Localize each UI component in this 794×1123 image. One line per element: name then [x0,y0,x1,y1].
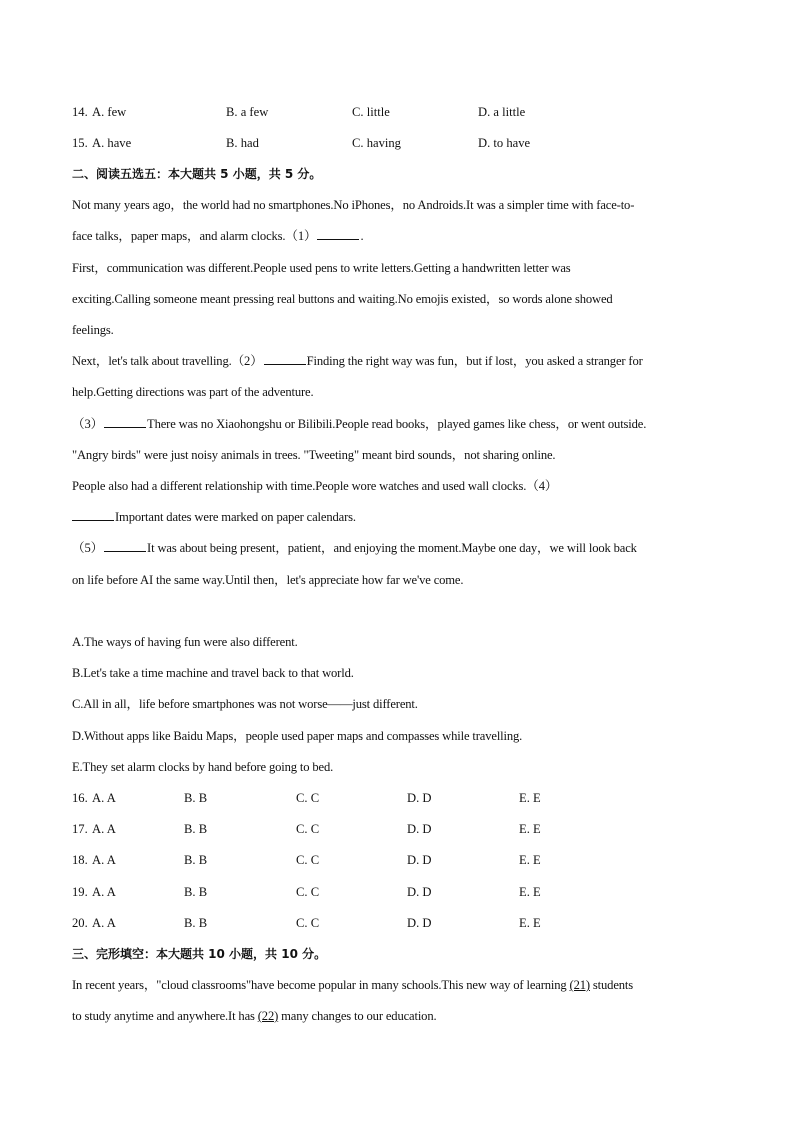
option-c: C. C [296,853,320,867]
option-d: D. D [407,822,432,836]
question-number: 16. [72,791,88,805]
passage-text: There was no Xiaohongshu or Bilibili.People read books，played games like chess，or went outside. [147,417,647,431]
passage-line: "Angry birds" were just noisy animals in trees. "Tweeting" meant bird sounds，not sharing online. [72,448,556,462]
option-d: D. D [407,791,432,805]
question-number: 19. [72,885,88,899]
option-d: D. to have [478,136,531,150]
blank-3 [104,414,146,428]
passage-text: Next，let's talk about travelling.（2） [72,354,263,368]
question-number: 17. [72,822,88,836]
passage-line: on life before AI the same way.Until then，let's appreciate how far we've come. [72,573,464,587]
section-2-heading: 二、阅读五选五：本大题共 5 小题，共 5 分。 [72,167,322,181]
cloze-blank-21: (21) [569,978,590,992]
question-number: 15. [72,136,88,150]
passage-text: face talks，paper maps，and alarm clocks.（1） [72,229,317,243]
choice-b: B.Let's take a time machine and travel back to that world. [72,666,354,680]
passage-line: exciting.Calling someone meant pressing real buttons and waiting.No emojis existed，so words alone showed [72,292,613,306]
option-e: E. E [519,916,541,930]
option-a: A. few [92,105,127,119]
cloze-text: many changes to our education. [278,1009,437,1023]
option-a: A. A [92,916,116,930]
option-e: E. E [519,853,541,867]
option-a: A. A [92,885,116,899]
passage-text: （5） [72,541,104,555]
option-c: C. C [296,916,320,930]
option-b: B. had [226,136,259,150]
choice-c: C.All in all，life before smartphones was not worse——just different. [72,697,418,711]
blank-2 [264,351,306,365]
blank-1 [317,226,359,240]
passage-line: help.Getting directions was part of the adventure. [72,385,314,399]
option-d: D. D [407,916,432,930]
passage-text: （3） [72,417,104,431]
question-18 [72,850,722,870]
choice-a: A.The ways of having fun were also different. [72,635,298,649]
option-b: B. B [184,853,208,867]
passage-text: It was about being present，patient，and enjoying the moment.Maybe one day，we will look back [147,541,637,555]
option-a: A. A [92,822,116,836]
cloze-line [72,1006,722,1026]
option-b: B. a few [226,105,269,119]
option-a: A. A [92,791,116,805]
option-a: A. A [92,853,116,867]
choice-e: E.They set alarm clocks by hand before going to bed. [72,760,334,774]
option-c: C. little [352,105,390,119]
question-14 [72,102,722,122]
passage-line [72,414,722,434]
choice-d: D.Without apps like Baidu Maps，people used paper maps and compasses while travelling. [72,729,523,743]
question-number: 14. [72,105,88,119]
cloze-text: to study anytime and anywhere.It has [72,1009,258,1023]
option-c: C. C [296,791,320,805]
option-a: A. have [92,136,132,150]
question-15 [72,133,722,153]
option-d: D. a little [478,105,526,119]
blank-5 [104,538,146,552]
option-d: D. D [407,853,432,867]
option-e: E. E [519,885,541,899]
option-c: C. C [296,885,320,899]
cloze-text: In recent years，"cloud classrooms"have become popular in many schools.This new way of learning [72,978,570,992]
passage-line [72,351,722,371]
passage-line: People also had a different relationship with time.People wore watches and used wall clocks.（4） [72,479,558,493]
passage-text: Important dates were marked on paper calendars. [115,510,356,524]
question-number: 18. [72,853,88,867]
passage-line: feelings. [72,323,114,337]
question-16 [72,788,722,808]
cloze-text: students [589,978,634,992]
cloze-line [72,975,722,995]
option-b: B. B [184,822,208,836]
passage-line [72,226,722,246]
passage-line [72,538,722,558]
question-20 [72,913,722,933]
option-b: B. B [184,791,208,805]
option-d: D. D [407,885,432,899]
option-e: E. E [519,791,541,805]
option-c: C. having [352,136,401,150]
blank-4 [72,507,114,521]
option-e: E. E [519,822,541,836]
passage-text: Finding the right way was fun，but if lost，you asked a stranger for [306,354,643,368]
cloze-blank-22: (22) [257,1009,279,1023]
option-b: B. B [184,885,208,899]
passage-text: . [360,229,364,243]
question-number: 20. [72,916,88,930]
question-17 [72,819,722,839]
passage-line [72,507,722,527]
option-c: C. C [296,822,320,836]
passage-line: Not many years ago，the world had no smartphones.No iPhones，no Androids.It was a simpler time with face-to- [72,198,635,212]
question-19 [72,882,722,902]
passage-line: First，communication was different.People used pens to write letters.Getting a handwritten letter was [72,261,571,275]
section-3-heading: 三、完形填空：本大题共 10 小题，共 10 分。 [72,947,327,961]
option-b: B. B [184,916,208,930]
